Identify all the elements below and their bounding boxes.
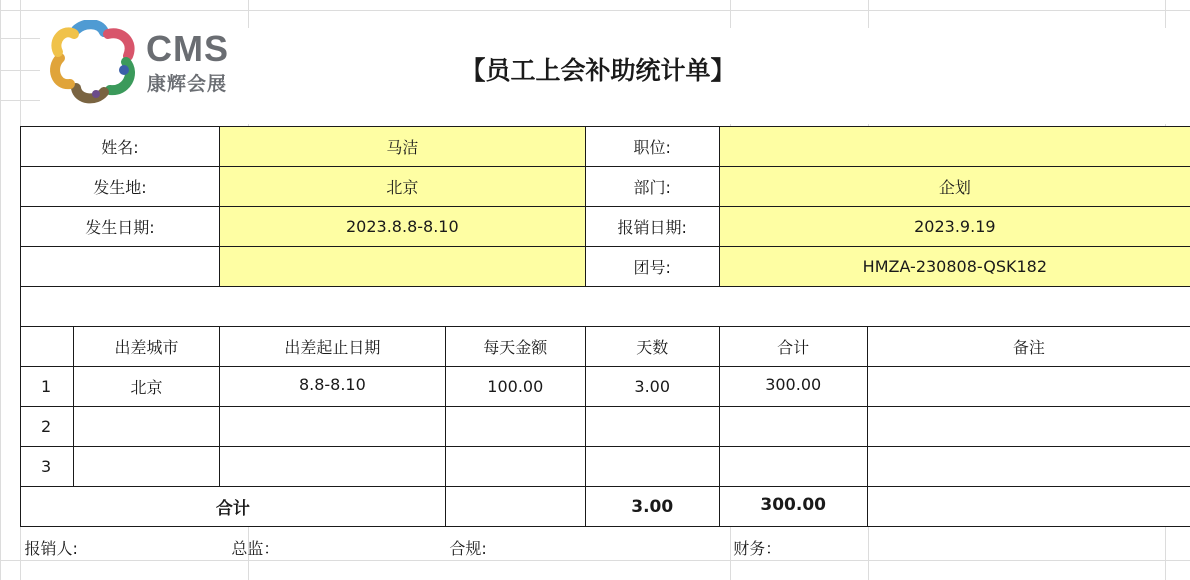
row-daily-amount[interactable]: [445, 447, 585, 487]
row-remarks[interactable]: [867, 407, 1190, 447]
row-city[interactable]: [73, 407, 219, 447]
total-days: 3.00: [585, 487, 719, 527]
date-label: 发生日期:: [21, 207, 220, 247]
empty-value-cell[interactable]: [219, 247, 585, 287]
header-city: 出差城市: [73, 327, 219, 367]
table-row: [21, 407, 1190, 447]
row-total[interactable]: 300.00: [719, 367, 867, 407]
header-total: 合计: [719, 327, 867, 367]
signature-row: [21, 527, 1190, 569]
group-value[interactable]: HMZA-230808-QSK182: [719, 247, 1190, 287]
header-remarks: 备注: [867, 327, 1190, 367]
table-row: [21, 447, 1190, 487]
spacer-row: [21, 287, 1190, 327]
flower-logo-icon: [48, 20, 140, 104]
position-value[interactable]: [719, 127, 1190, 167]
row-date-range[interactable]: [219, 447, 445, 487]
reimburse-date-value[interactable]: 2023.9.19: [719, 207, 1190, 247]
row-date-range[interactable]: [219, 407, 445, 447]
total-empty-cell: [445, 487, 585, 527]
row-date-range[interactable]: 8.8-8.10: [219, 367, 445, 407]
reimburse-date-label: 报销日期:: [585, 207, 719, 247]
spacer-cell: [21, 287, 1190, 327]
info-row-location: [21, 167, 1190, 207]
total-label: 合计: [21, 487, 446, 527]
row-remarks[interactable]: [867, 367, 1190, 407]
row-daily-amount[interactable]: 100.00: [445, 367, 585, 407]
header-days: 天数: [585, 327, 719, 367]
info-row-group: [21, 247, 1190, 287]
logo-brand-text: CMS: [146, 28, 229, 69]
row-index: 1: [21, 367, 74, 407]
signature-spacer: [585, 527, 719, 569]
row-days[interactable]: [585, 447, 719, 487]
director-label: 总监：: [231, 539, 280, 559]
row-days[interactable]: [585, 407, 719, 447]
company-logo: [40, 18, 248, 104]
position-label: 职位:: [585, 127, 719, 167]
total-row: [21, 487, 1190, 527]
dept-value[interactable]: 企划: [719, 167, 1190, 207]
location-value[interactable]: 北京: [219, 167, 585, 207]
detail-header-row: [21, 327, 1190, 367]
document-title: 【员工上会补助统计单】: [460, 56, 736, 85]
date-value[interactable]: 2023.8.8-8.10: [219, 207, 585, 247]
compliance-label: 合规:: [449, 539, 487, 559]
group-label: 团号:: [585, 247, 719, 287]
row-days[interactable]: 3.00: [585, 367, 719, 407]
header-daily-amount: 每天金额: [445, 327, 585, 367]
row-total[interactable]: [719, 407, 867, 447]
row-remarks[interactable]: [867, 447, 1190, 487]
row-index: 3: [21, 447, 74, 487]
dept-label: 部门:: [585, 167, 719, 207]
location-label: 发生地:: [21, 167, 220, 207]
empty-label-cell: [21, 247, 220, 287]
total-amount: 300.00: [719, 487, 867, 527]
row-city[interactable]: 北京: [73, 367, 219, 407]
row-index: 2: [21, 407, 74, 447]
finance-label: 财务：: [733, 539, 782, 559]
row-city[interactable]: [73, 447, 219, 487]
row-total[interactable]: [719, 447, 867, 487]
name-label: 姓名:: [21, 127, 220, 167]
subsidy-form-table: [20, 126, 1190, 569]
total-remarks-cell: [867, 487, 1190, 527]
logo-brand-cn-text: 康辉会展: [147, 73, 228, 95]
signature-spacer: [867, 527, 1190, 569]
info-row-date: [21, 207, 1190, 247]
row-daily-amount[interactable]: [445, 407, 585, 447]
reimburser-label: 报销人:: [24, 539, 78, 559]
info-row-name: [21, 127, 1190, 167]
name-value[interactable]: 马洁: [219, 127, 585, 167]
header-date-range: 出差起止日期: [219, 327, 445, 367]
table-row: [21, 367, 1190, 407]
header-index: [21, 327, 74, 367]
